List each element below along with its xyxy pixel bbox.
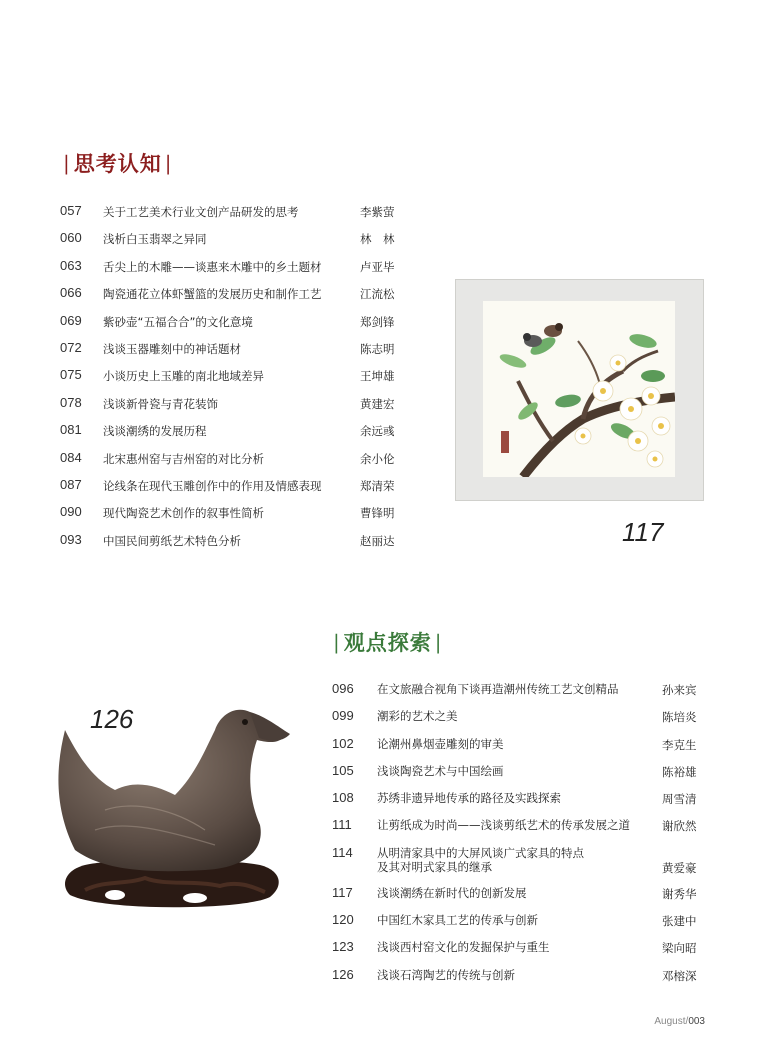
- section-title-thinking: [60, 148, 176, 178]
- toc-entry[interactable]: [332, 912, 712, 939]
- figure-page-number-126: 126: [90, 704, 134, 734]
- title-bar-left: |: [63, 151, 71, 175]
- toc-article-title: 论潮州鼻烟壶雕刻的审美: [377, 736, 504, 751]
- toc-entry[interactable]: [60, 450, 400, 477]
- toc-entry[interactable]: [332, 681, 712, 708]
- toc-author: 陈裕雄: [662, 764, 697, 779]
- toc-author: 陈培炎: [662, 710, 697, 725]
- toc-author: 江流松: [360, 287, 395, 302]
- toc-entry[interactable]: [60, 285, 400, 312]
- toc-list-thinking: [60, 203, 400, 559]
- toc-article-title: 苏绣非遗异地传承的路径及实践探索: [377, 791, 561, 806]
- toc-entry[interactable]: [60, 422, 400, 449]
- toc-article-title: 浅谈潮绣在新时代的创新发展: [377, 885, 527, 900]
- toc-author: 周雪清: [662, 792, 697, 807]
- toc-entry[interactable]: [60, 258, 400, 285]
- toc-entry[interactable]: [332, 885, 712, 912]
- footer-page-number: 003: [688, 1016, 705, 1027]
- toc-entry[interactable]: [60, 230, 400, 257]
- toc-article-title: 潮彩的艺术之美: [377, 709, 458, 724]
- ceramic-duck-image: [45, 690, 295, 920]
- toc-entry[interactable]: [60, 395, 400, 422]
- toc-author: 余远彧: [360, 424, 395, 439]
- toc-entry[interactable]: [332, 967, 712, 994]
- toc-author: 卢亚毕: [360, 259, 395, 274]
- toc-article-title: 中国民间剪纸艺术特色分析: [103, 533, 241, 548]
- toc-author: 谢秀华: [662, 886, 697, 901]
- toc-article-title: 论线条在现代玉雕创作中的作用及情感表现: [103, 478, 322, 493]
- toc-page-number: 063: [60, 257, 82, 273]
- toc-page-number: 069: [60, 312, 82, 328]
- toc-article-title: 浅谈玉器雕刻中的神话题材: [103, 341, 241, 356]
- toc-page-number: 057: [60, 203, 82, 218]
- toc-page-number: 099: [332, 708, 354, 724]
- title-bar-right: |: [164, 151, 173, 175]
- section-title-viewpoints: [330, 627, 446, 657]
- toc-article-title: 浅谈潮绣的发展历程: [103, 424, 207, 439]
- toc-entry[interactable]: [60, 340, 400, 367]
- toc-entry[interactable]: [60, 367, 400, 394]
- toc-entry[interactable]: [332, 817, 712, 844]
- toc-page-number: 090: [60, 504, 82, 520]
- toc-page-number: 126: [332, 966, 354, 982]
- toc-entry[interactable]: [332, 708, 712, 735]
- toc-page-number: 111: [332, 817, 352, 833]
- toc-author: 孙来宾: [662, 683, 697, 697]
- toc-article-title: 浅谈西村窑文化的发掘保护与重生: [377, 940, 550, 955]
- toc-author: 赵丽达: [360, 533, 395, 548]
- toc-page-number: 066: [60, 285, 82, 301]
- toc-article-title: 小谈历史上玉雕的南北地域差异: [103, 369, 264, 384]
- toc-article-title: 紫砂壶“五福合合”的文化意境: [103, 314, 253, 329]
- toc-page-number: 078: [60, 394, 82, 410]
- toc-article-title: 北宋惠州窑与吉州窑的对比分析: [103, 451, 264, 466]
- toc-article-title-line2: 及其对明式家具的继承: [377, 859, 492, 874]
- toc-entry[interactable]: [60, 477, 400, 504]
- toc-author: 黄爱豪: [662, 860, 697, 875]
- toc-page-number: 060: [60, 230, 82, 246]
- toc-author: 郑清荣: [360, 478, 395, 493]
- toc-entry[interactable]: [332, 736, 712, 763]
- toc-article-title: 陶瓷通花立体虾蟹篮的发展历史和制作工艺: [103, 287, 322, 302]
- toc-page-number: 093: [60, 531, 82, 547]
- toc-page-number: 108: [332, 790, 354, 806]
- figure-page-number-117: 117: [622, 517, 664, 547]
- title-bar-left: |: [333, 630, 341, 654]
- toc-author: 林 林: [360, 232, 395, 247]
- footer-month: August/: [654, 1016, 689, 1027]
- toc-article-title: 关于工艺美术行业文创产品研发的思考: [103, 205, 299, 219]
- toc-article-title: 现代陶瓷艺术创作的叙事性简析: [103, 506, 264, 521]
- toc-article-title-line1: 从明清家具中的大屏风谈广式家具的特点: [377, 845, 584, 860]
- section-title-text: 思考认知: [73, 151, 162, 176]
- toc-article-title: 浅谈石湾陶艺的传统与创新: [377, 967, 515, 982]
- toc-entry[interactable]: [332, 763, 712, 790]
- toc-page-number: 081: [60, 422, 82, 438]
- toc-entry[interactable]: [60, 313, 400, 340]
- toc-author: 曹锋明: [360, 506, 395, 521]
- toc-page-number: 114: [332, 844, 353, 860]
- magnolia-birds-artwork: [483, 301, 675, 477]
- title-bar-right: |: [434, 630, 443, 654]
- toc-article-title: 舌尖上的木雕——谈惠来木雕中的乡土题材: [103, 259, 322, 274]
- toc-page-number: 123: [332, 939, 354, 955]
- toc-entry[interactable]: [60, 532, 400, 559]
- toc-page-number: 117: [332, 884, 353, 900]
- painting-canvas: [483, 301, 675, 477]
- toc-author: 余小伦: [360, 451, 395, 466]
- toc-article-title: 中国红木家具工艺的传承与创新: [377, 913, 538, 928]
- toc-article-title: 在文旅融合视角下谈再造潮州传统工艺文创精品: [377, 682, 619, 696]
- embroidery-painting-image: [455, 279, 704, 501]
- page-footer: [654, 1016, 705, 1027]
- toc-author: 李克生: [662, 737, 697, 752]
- toc-article-title: 浅谈陶瓷艺术与中国绘画: [377, 763, 504, 778]
- toc-author: 王坤雄: [360, 369, 395, 384]
- toc-article-title: 让剪纸成为时尚——浅谈剪纸艺术的传承发展之道: [377, 818, 630, 833]
- toc-entry[interactable]: [60, 504, 400, 531]
- toc-entry[interactable]: [332, 845, 712, 885]
- section-title-text: 观点探索: [343, 630, 432, 655]
- toc-author: 黄建宏: [360, 396, 395, 411]
- toc-author: 陈志明: [360, 341, 395, 356]
- toc-entry[interactable]: [60, 203, 400, 230]
- toc-author: 邓榕深: [662, 968, 697, 983]
- toc-page-number: 105: [332, 762, 354, 778]
- toc-article-title: [377, 846, 584, 874]
- toc-author: 梁向昭: [662, 941, 697, 956]
- toc-page-number: 087: [60, 476, 82, 492]
- toc-page-number: 084: [60, 449, 82, 465]
- toc-page-number: 120: [332, 912, 354, 928]
- toc-page-number: 075: [60, 367, 82, 383]
- toc-list-viewpoints: [332, 681, 712, 994]
- toc-entry[interactable]: [332, 790, 712, 817]
- toc-article-title: 浅谈新骨瓷与青花装饰: [103, 396, 218, 411]
- toc-page-number: 072: [60, 339, 82, 355]
- toc-author: 张建中: [662, 914, 697, 929]
- toc-author: 李紫萤: [360, 205, 395, 219]
- toc-article-title: 浅析白玉翡翠之异同: [103, 232, 207, 247]
- toc-page-number: 102: [332, 735, 354, 751]
- toc-page-number: 096: [332, 681, 354, 696]
- toc-author: 谢欣然: [662, 819, 697, 834]
- toc-entry[interactable]: [332, 939, 712, 966]
- toc-author: 郑剑锋: [360, 314, 395, 329]
